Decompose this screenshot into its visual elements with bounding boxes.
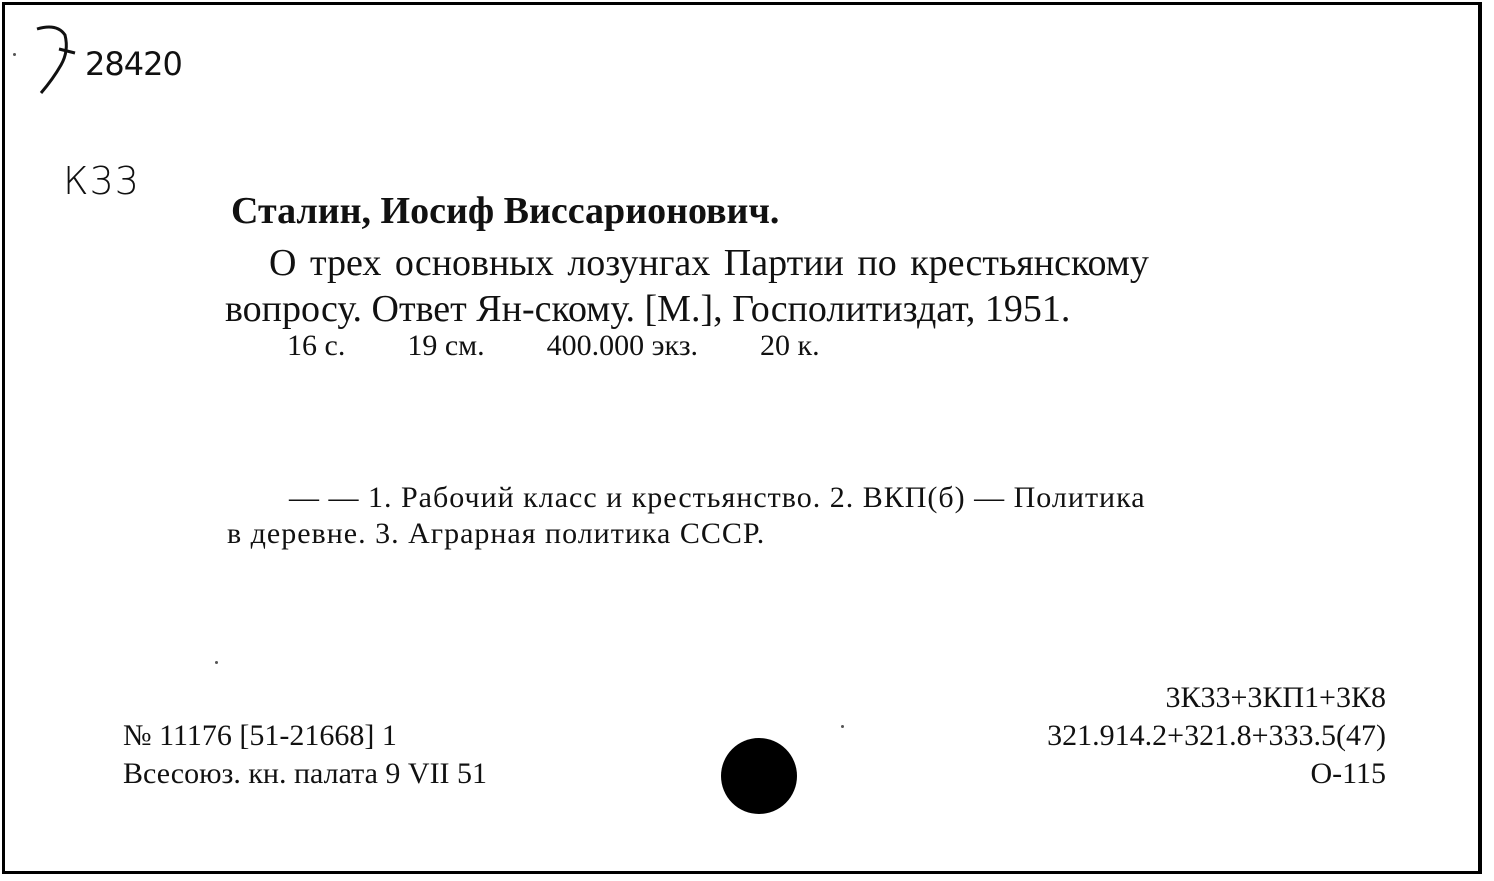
classification-index-1: 3К33+3КП1+3К8: [1165, 681, 1386, 714]
print-run: 400.000 экз.: [546, 329, 699, 362]
dust-speck: [215, 661, 218, 664]
dust-speck: [13, 53, 16, 56]
subject-headings-line-2: в деревне. 3. Аграрная политика СССР.: [227, 517, 766, 550]
pages-count: 16 с.: [287, 329, 346, 362]
book-chamber-stamp: Всесоюз. кн. палата 9 VII 51: [123, 757, 488, 790]
handwritten-bracket-mark: [35, 21, 85, 101]
dust-speck: [841, 725, 844, 728]
record-number: № 11176 [51-21668] 1: [123, 719, 397, 752]
classification-index-2: 321.914.2+321.8+333.5(47): [1047, 719, 1386, 752]
physical-description: [287, 329, 820, 363]
inventory-number: 28420: [85, 45, 182, 83]
title-line-2: вопросу. Ответ Ян-скому. [М.], Госполитиздат, 1951.: [225, 288, 1071, 330]
book-size: 19 см.: [407, 329, 485, 362]
price: 20 к.: [760, 329, 820, 362]
shelf-mark: К33: [63, 159, 140, 203]
catalog-card: [2, 2, 1482, 874]
punch-hole: [721, 738, 797, 814]
order-number: О-115: [1310, 757, 1386, 790]
title-line-1: О трех основных лозунгах Партии по крестьянскому: [269, 242, 1149, 284]
author-heading: Сталин, Иосиф Виссарионович.: [231, 190, 780, 232]
subject-headings-line-1: — — 1. Рабочий класс и крестьянство. 2. ВКП(б) — Политика: [289, 481, 1146, 514]
